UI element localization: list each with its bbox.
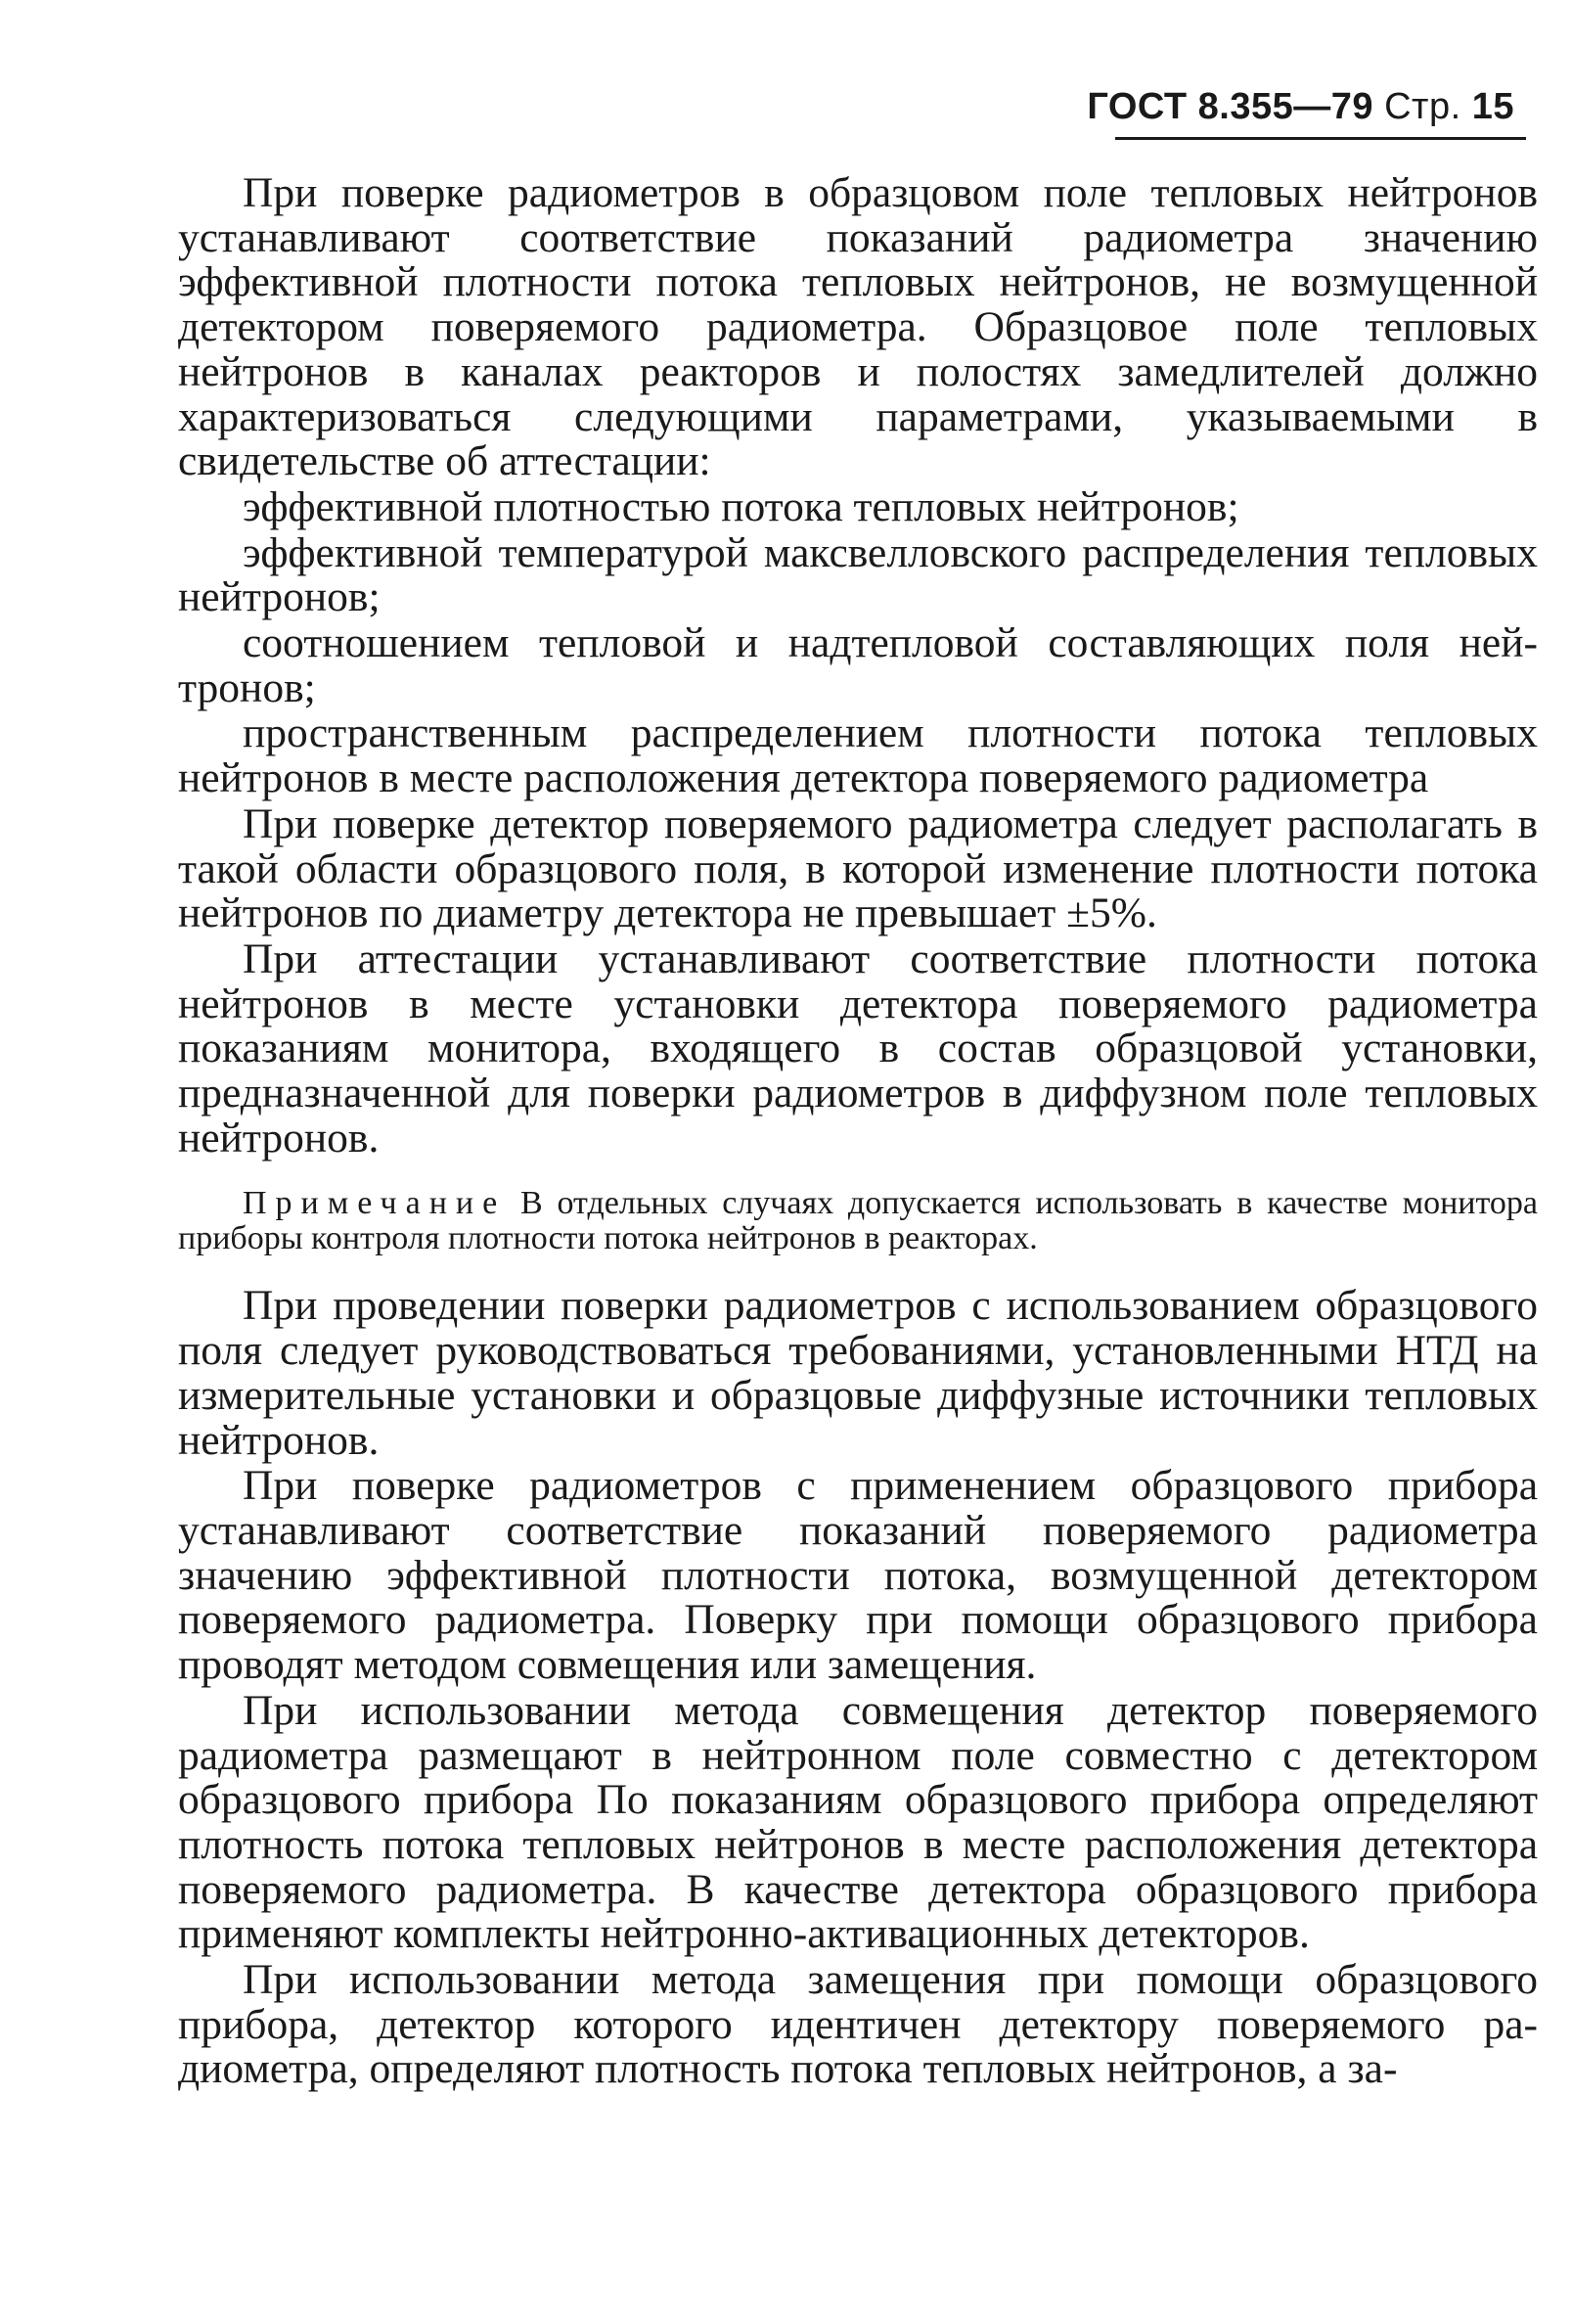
paragraph-reference-instrument: При поверке радиометров с применением образцового прибора устанавливают соответствие показаний поверяемого радиометра значению эффективной плотности потока, возмущенной детектором поверяемого радиометра. Поверку при помощи образцового прибора проводят методом совмещения или замещения. [178, 1462, 1538, 1689]
list-item-maxwell-temperature: эффективной температурой максвелловского распределения тепловых нейтронов; [178, 528, 1538, 621]
header-rule [1115, 137, 1526, 140]
standard-number: ГОСТ 8.355—79 [1087, 86, 1374, 127]
paragraph-detector-placement: При поверке детектор поверяемого радиометра следует располагать в такой области образцового поля, в которой изменение плотности потока нейтронов по диаметру детектора не превышает ±5%. [178, 799, 1538, 937]
paragraph-intro: При поверке радиометров в образцовом поле тепловых нейтронов устанавливают соответствие показаний радиометра значению эффективной плотности потока тепловых нейтронов, не возмущенной детектором поверяемого радиометра. Образцовое поле тепловых нейтронов в каналах реакторов и полостях замедлителей должно характеризоваться следующими параметрами, указываемыми в свидетельстве об аттестации: [178, 169, 1538, 485]
list-item-spatial-distribution: пространственным распределением плотности потока тепловых нейтронов в месте расположения детектора поверяемого радиометра [178, 709, 1538, 802]
header-text [1087, 86, 1514, 128]
paragraph-combination-method: При использовании метода совмещения детектор поверяемого радиометра размещают в нейтронном поле совместно с детектором образцового прибора По показаниям образцового прибора определяют плотность потока тепловых нейтронов в месте расположения детектора поверяемого радиометра. В качестве детектора образцового прибора применяют комплекты нейтронно-активационных детекторов. [178, 1686, 1538, 1958]
page-number: 15 [1471, 86, 1514, 127]
list-item-thermal-epithermal-ratio: соотношением тепловой и надтепловой составляющих поля нейтронов; [178, 619, 1538, 711]
paragraph-attestation: При аттестации устанавливают соответствие плотности потока нейтронов в месте установки детектора поверяемого радиометра показаниям монитора, входящего в состав образцовой установки, предназначенной для поверки радиометров в диффузном поле тепловых нейтронов. [178, 934, 1538, 1162]
note [178, 1186, 1538, 1256]
paragraph-substitution-method: При использовании метода замещения при помощи образцового прибора, детектор которого идентичен детектору поверяемого радиометра, определяют плотность потока тепловых нейтронов, а за- [178, 1956, 1538, 2093]
document-body [178, 171, 1538, 2093]
note-label: Примечание [243, 1185, 507, 1222]
paragraph-reference-field: При проведении поверки радиометров с использованием образцового поля следует руководствоваться требованиями, установленными НТД на измерительные установки и образцовые диффузные источники тепловых нейтронов. [178, 1282, 1538, 1464]
note-text: В отдельных случаях допускается использовать в качестве монитора приборы контроля плотности потока нейтронов в реакторах. [178, 1185, 1538, 1257]
list-item-effective-flux: эффективной плотностью потока тепловых нейтронов; [243, 482, 1239, 530]
page-label: Стр. [1384, 86, 1461, 127]
page-header [1087, 86, 1526, 147]
